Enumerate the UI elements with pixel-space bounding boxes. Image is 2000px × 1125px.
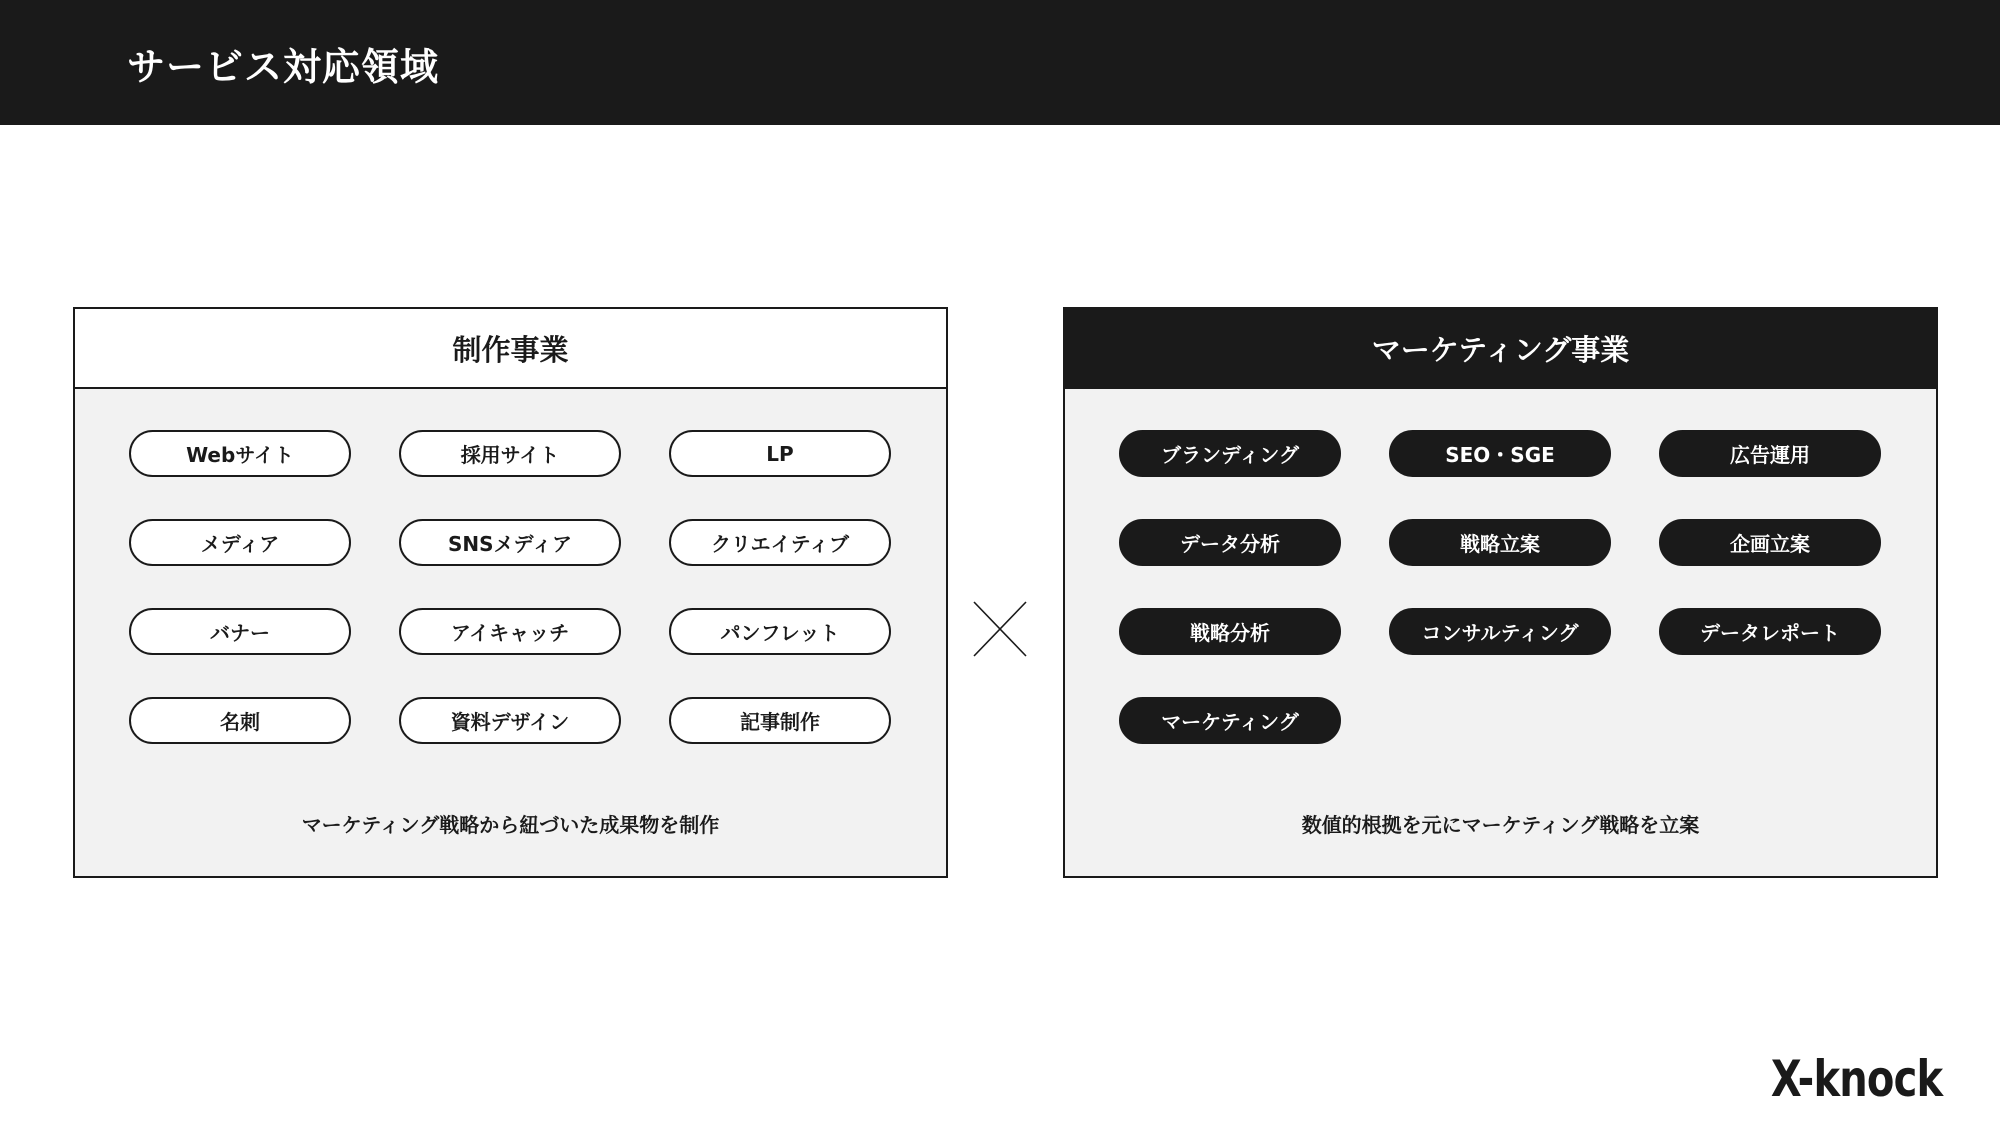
header-bar [0, 0, 2000, 125]
production-tag: Webサイト [129, 430, 351, 477]
marketing-tag: データレポート [1659, 608, 1881, 655]
marketing-tag: 戦略立案 [1389, 519, 1611, 566]
production-tag: SNSメディア [399, 519, 621, 566]
production-tag-grid [129, 430, 891, 744]
marketing-tag: 企画立案 [1659, 519, 1881, 566]
page-title: サービス対応領域 [127, 45, 440, 89]
brand-logo: X-knock [1770, 1050, 1942, 1108]
cross-icon [972, 600, 1028, 658]
production-tag: メディア [129, 519, 351, 566]
marketing-panel-title: マーケティング事業 [1065, 309, 1936, 389]
production-tag: アイキャッチ [399, 608, 621, 655]
marketing-tag: マーケティング [1119, 697, 1341, 744]
production-tag: バナー [129, 608, 351, 655]
marketing-tag: SEO・SGE [1389, 430, 1611, 477]
marketing-tag: データ分析 [1119, 519, 1341, 566]
marketing-tag-grid [1119, 430, 1881, 744]
marketing-tag: 広告運用 [1659, 430, 1881, 477]
marketing-tag: ブランディング [1119, 430, 1341, 477]
production-panel-title: 制作事業 [75, 309, 946, 389]
marketing-tag: コンサルティング [1389, 608, 1611, 655]
production-tag: LP [669, 430, 891, 477]
production-caption: マーケティング戦略から紐づいた成果物を制作 [301, 813, 720, 837]
production-panel [73, 307, 948, 878]
marketing-tag: 戦略分析 [1119, 608, 1341, 655]
production-tag: クリエイティブ [669, 519, 891, 566]
production-tag: パンフレット [669, 608, 891, 655]
production-tag: 資料デザイン [399, 697, 621, 744]
marketing-panel [1063, 307, 1938, 878]
production-tag: 記事制作 [669, 697, 891, 744]
production-tag: 名刺 [129, 697, 351, 744]
marketing-caption: 数値的根拠を元にマーケティング戦略を立案 [1301, 813, 1700, 837]
production-tag: 採用サイト [399, 430, 621, 477]
